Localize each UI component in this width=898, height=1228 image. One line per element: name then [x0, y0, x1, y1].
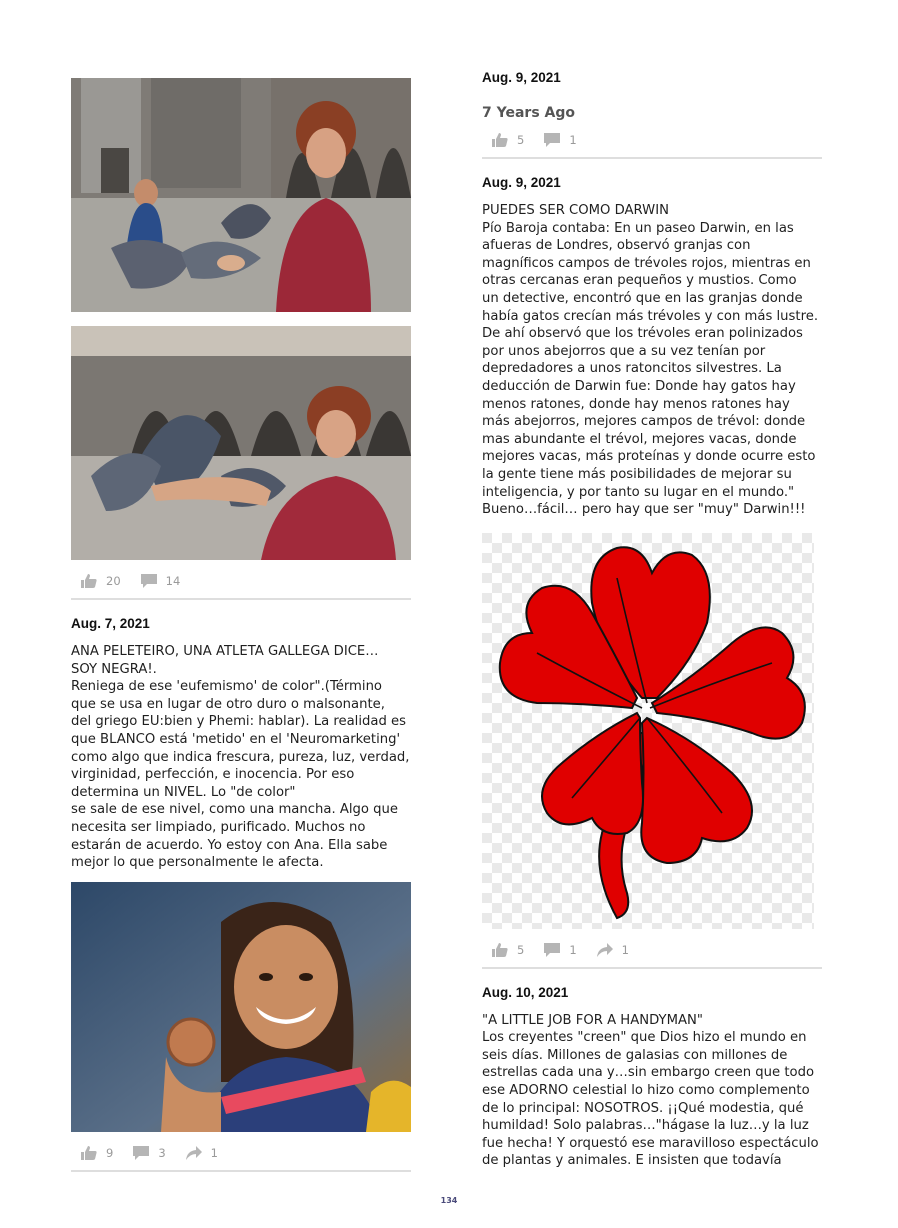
post-text: "A LITTLE JOB FOR A HANDYMAN" Los creyentes "creen" que Dios hizo el mundo en seis días. Millones de galasias con millones de estrellas cada una y…sin embargo creen que todo ese ADORNO celestial lo hizo como complemento de lo principal: NOSOTROS. ¡¡Qué modestia, qué humildad! Solo palabras…"hágase la luz…y la luz fue hecha! Y orquestó ese maravilloso espectáculo de plantas y animales. E insisten que todavía — [482, 1012, 819, 1169]
post-stats — [482, 941, 822, 959]
share-button[interactable] — [597, 943, 629, 957]
like-button[interactable] — [492, 943, 524, 957]
likes-count: 5 — [517, 133, 525, 147]
share-button[interactable] — [186, 1146, 218, 1160]
right-column — [482, 70, 822, 1170]
left-column — [71, 78, 411, 1172]
divider — [71, 1170, 411, 1172]
shares-count: 1 — [621, 942, 629, 957]
post-text: PUEDES SER COMO DARWIN Pío Baroja contaba: En un paseo Darwin, en las afueras de Londres, observó granjas con magníficos campos de trévoles rojos, mientras en otras cercanas eran pequeños y mustios. Como un detective, encontró que en las granjas donde había gatos crecían más trévoles y con más lustre. De ahí observó que los trévoles eran polinizados por unos abejorros que a su vez tenían por depredadores a unos ratoncitos silvestres. La deducción de Darwin fue: Donde hay gatos hay menos ratones, donde hay menos ratones hay más abejorros, mejores campos de trévol: donde mas abundante el trévol, mejores vacas, donde mejores vacas, más proteínas y donde ocurre esto la gente tiene más posibilidades de mejorar su inteligencia, y por tanto su lugar en el mundo." Bueno…fácil… pero hay que ser "muy" Darwin!!! — [482, 203, 819, 518]
clover-image[interactable] — [482, 533, 814, 929]
venice-pigeons-photo-1[interactable] — [71, 78, 411, 312]
post-date: Aug. 9, 2021 — [482, 175, 561, 190]
thumbs-up-icon — [81, 574, 97, 588]
comment-icon — [141, 574, 157, 588]
thumbs-up-icon — [492, 943, 508, 957]
post-date: Aug. 9, 2021 — [482, 70, 561, 85]
comments-count: 14 — [165, 574, 181, 588]
likes-count: 9 — [106, 1145, 114, 1160]
page-number: 134 — [440, 1196, 458, 1205]
share-icon — [597, 943, 613, 957]
like-button[interactable] — [492, 133, 524, 147]
post-date: Aug. 10, 2021 — [482, 984, 569, 1000]
comments-count: 1 — [569, 942, 577, 957]
post-stats — [482, 131, 822, 149]
share-icon — [186, 1146, 202, 1160]
likes-count: 5 — [517, 942, 525, 957]
post-stats — [71, 572, 411, 590]
comment-icon — [544, 943, 560, 957]
athlete-medal-photo[interactable] — [71, 882, 411, 1132]
like-button[interactable] — [81, 1146, 113, 1160]
venice-pigeons-photo-2[interactable] — [71, 326, 411, 560]
shares-count: 1 — [210, 1145, 218, 1160]
likes-count: 20 — [106, 574, 121, 588]
like-button[interactable] — [81, 574, 121, 588]
comments-count: 1 — [569, 133, 577, 147]
post-date: Aug. 7, 2021 — [71, 616, 150, 631]
comment-button[interactable] — [544, 133, 576, 147]
post-stats — [71, 1144, 411, 1162]
comment-button[interactable] — [544, 943, 576, 957]
comments-count: 3 — [158, 1145, 166, 1160]
comment-icon — [133, 1146, 149, 1160]
comment-button[interactable] — [141, 574, 181, 588]
post-subtitle: 7 Years Ago — [482, 105, 575, 121]
post-text: ANA PELETEIRO, UNA ATLETA GALLEGA DICE… SOY NEGRA!. Reniega de ese 'eufemismo' de color".(Término que se usa en lugar de otro duro o malsonante, del griego EU:bien y Phemi: hablar). La realidad es que BLANCO está 'metido' en el 'Neuromarketing' como algo que indica frescura, pureza, luz, verdad, virginidad, perfección, e inocencia. Por eso determina un NIVEL. Lo "de color" se sale de ese nivel, como una mancha. Algo que necesita ser limpiado, purificado. Muchos no estarán de acuerdo. Yo estoy con Ana. Ella sabe mejor lo que personalmente le afecta. — [71, 644, 410, 871]
comment-icon — [544, 133, 560, 147]
thumbs-up-icon — [81, 1146, 97, 1160]
comment-button[interactable] — [133, 1146, 165, 1160]
thumbs-up-icon — [492, 133, 508, 147]
